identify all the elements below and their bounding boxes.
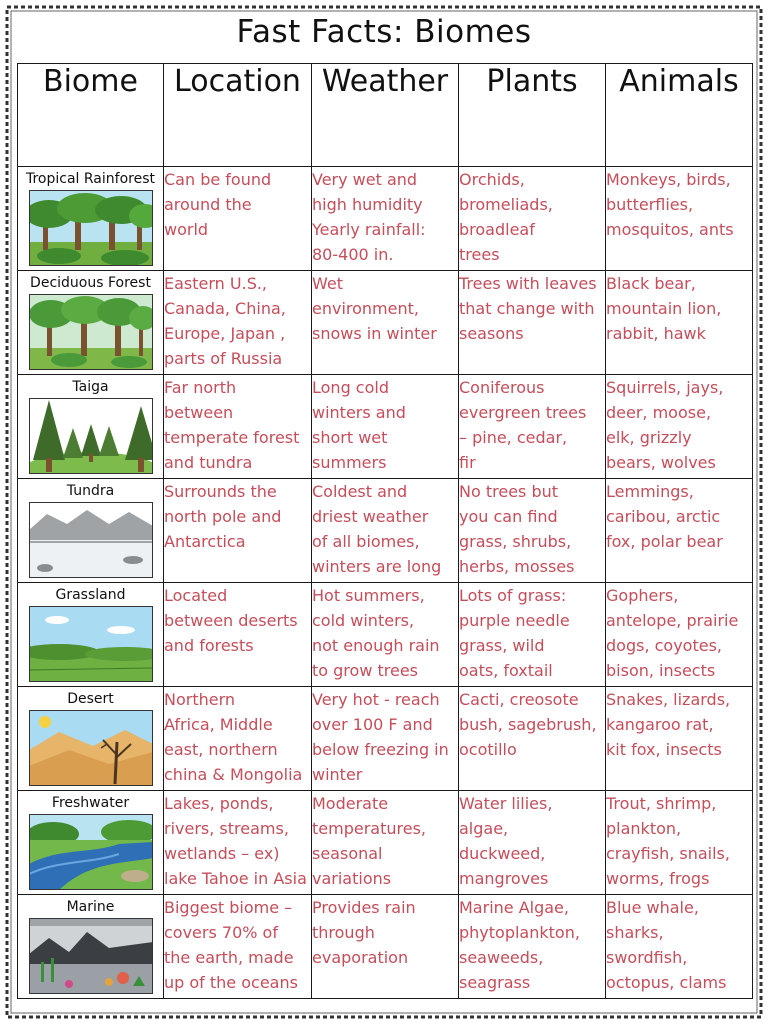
- plants-cell: [459, 583, 606, 687]
- weather-text-line: Provides rain: [312, 898, 416, 917]
- plants-cell: [459, 895, 606, 999]
- location-text-line: temperate forest: [164, 428, 300, 447]
- plants-text-line: duckweed,: [459, 844, 546, 863]
- weather-text-line: over 100 F and: [312, 715, 433, 734]
- plants-text-line: seaweeds,: [459, 948, 544, 967]
- animals-text-line: bison, insects: [606, 661, 716, 680]
- weather-text-line: summers: [312, 453, 387, 472]
- animals-text-line: caribou, arctic: [606, 507, 721, 526]
- animals-cell: [606, 167, 753, 271]
- animals-text-line: elk, grizzly: [606, 428, 692, 447]
- animals-text-line: sharks,: [606, 923, 664, 942]
- weather-cell: [312, 687, 459, 791]
- location-text-line: wetlands – ex): [164, 844, 280, 863]
- weather-text-line: winters and: [312, 403, 406, 422]
- biome-cell: [18, 687, 164, 791]
- plants-text-line: Marine Algae,: [459, 898, 569, 917]
- plants-text-line: Lots of grass:: [459, 586, 567, 605]
- location-text-line: Biggest biome –: [164, 898, 293, 917]
- animals-text-line: antelope, prairie: [606, 611, 739, 630]
- plants-text-line: ocotillo: [459, 740, 517, 759]
- marine-illustration: [29, 918, 153, 994]
- plants-text-line: seagrass: [459, 973, 531, 992]
- animals-cell: [606, 687, 753, 791]
- location-text-line: china & Mongolia: [164, 765, 303, 784]
- table-row: [18, 583, 753, 687]
- biome-cell: [18, 375, 164, 479]
- weather-text-line: environment,: [312, 299, 419, 318]
- location-cell: [164, 687, 312, 791]
- animals-text-line: worms, frogs: [606, 869, 710, 888]
- page-title: Fast Facts: Biomes: [236, 14, 532, 50]
- header-row: [18, 64, 753, 167]
- plants-text-line: Orchids,: [459, 170, 525, 189]
- table-row: [18, 271, 753, 375]
- plants-text-line: grass, wild: [459, 636, 545, 655]
- table-row: [18, 375, 753, 479]
- weather-text-line: variations: [312, 869, 392, 888]
- biome-name: Tundra: [66, 483, 115, 499]
- table-row: [18, 479, 753, 583]
- weather-text-line: Coldest and: [312, 482, 408, 501]
- location-cell: [164, 791, 312, 895]
- table-row: [18, 895, 753, 999]
- weather-text-line: evaporation: [312, 948, 409, 967]
- tundra-illustration: [29, 502, 153, 578]
- weather-text-line: not enough rain: [312, 636, 440, 655]
- plants-text-line: Coniferous: [459, 378, 545, 397]
- location-text-line: Northern: [164, 690, 236, 709]
- biome-cell: [18, 791, 164, 895]
- animals-cell: [606, 479, 753, 583]
- weather-text-line: Very wet and: [312, 170, 418, 189]
- location-cell: [164, 167, 312, 271]
- animals-text-line: fox, polar bear: [606, 532, 723, 551]
- header-location: Location: [164, 64, 312, 167]
- weather-text-line: snows in winter: [312, 324, 437, 343]
- table-row: [18, 687, 753, 791]
- animals-cell: [606, 583, 753, 687]
- rainforest-illustration: [29, 190, 153, 266]
- plants-text-line: mangroves: [459, 869, 549, 888]
- animals-text-line: octopus, clams: [606, 973, 727, 992]
- location-text-line: east, northern: [164, 740, 278, 759]
- weather-cell: [312, 583, 459, 687]
- weather-text-line: short wet: [312, 428, 388, 447]
- location-cell: [164, 271, 312, 375]
- header-biome: Biome: [18, 64, 164, 167]
- weather-cell: [312, 791, 459, 895]
- animals-text-line: rabbit, hawk: [606, 324, 706, 343]
- weather-text-line: temperatures,: [312, 819, 426, 838]
- weather-text-line: Hot summers,: [312, 586, 425, 605]
- biome-name: Desert: [67, 691, 114, 707]
- location-cell: [164, 895, 312, 999]
- animals-cell: [606, 791, 753, 895]
- biome-cell: [18, 479, 164, 583]
- location-text-line: lake Tahoe in Asia: [164, 869, 307, 888]
- weather-text-line: high humidity: [312, 195, 423, 214]
- location-text-line: north pole and: [164, 507, 282, 526]
- biome-cell: [18, 271, 164, 375]
- biome-name: Deciduous Forest: [30, 275, 151, 291]
- weather-text-line: Yearly rainfall:: [312, 220, 426, 239]
- biome-name: Tropical Rainforest: [25, 171, 155, 187]
- plants-text-line: phytoplankton,: [459, 923, 580, 942]
- animals-cell: [606, 271, 753, 375]
- location-text-line: between deserts: [164, 611, 298, 630]
- plants-text-line: seasons: [459, 324, 524, 343]
- animals-text-line: kit fox, insects: [606, 740, 722, 759]
- plants-text-line: evergreen trees: [459, 403, 587, 422]
- weather-text-line: seasonal: [312, 844, 383, 863]
- biome-name: Freshwater: [51, 795, 130, 811]
- location-text-line: Antarctica: [164, 532, 246, 551]
- location-text-line: between: [164, 403, 234, 422]
- animals-text-line: mountain lion,: [606, 299, 722, 318]
- location-text-line: Canada, China,: [164, 299, 286, 318]
- animals-text-line: deer, moose,: [606, 403, 712, 422]
- plants-cell: [459, 375, 606, 479]
- location-text-line: Far north: [164, 378, 237, 397]
- location-cell: [164, 479, 312, 583]
- location-text-line: up of the oceans: [164, 973, 298, 992]
- weather-text-line: driest weather: [312, 507, 429, 526]
- animals-text-line: Blue whale,: [606, 898, 699, 917]
- location-text-line: world: [164, 220, 209, 239]
- animals-text-line: swordfish,: [606, 948, 688, 967]
- header-weather: Weather: [312, 64, 459, 167]
- biome-cell: [18, 895, 164, 999]
- plants-text-line: that change with: [459, 299, 595, 318]
- plants-text-line: bromeliads,: [459, 195, 553, 214]
- weather-cell: [312, 271, 459, 375]
- animals-text-line: Black bear,: [606, 274, 696, 293]
- weather-text-line: Moderate: [312, 794, 389, 813]
- plants-text-line: bush, sagebrush,: [459, 715, 597, 734]
- plants-text-line: fir: [459, 453, 476, 472]
- weather-text-line: Long cold: [312, 378, 389, 397]
- table-row: [18, 791, 753, 895]
- plants-cell: [459, 791, 606, 895]
- plants-text-line: purple needle: [459, 611, 570, 630]
- animals-text-line: Squirrels, jays,: [606, 378, 724, 397]
- weather-text-line: below freezing in: [312, 740, 449, 759]
- location-text-line: Eastern U.S.,: [164, 274, 268, 293]
- plants-text-line: oats, foxtail: [459, 661, 553, 680]
- biome-name: Grassland: [55, 587, 126, 603]
- plants-cell: [459, 167, 606, 271]
- biome-name: Marine: [66, 899, 115, 915]
- animals-text-line: bears, wolves: [606, 453, 716, 472]
- animals-text-line: mosquitos, ants: [606, 220, 734, 239]
- weather-text-line: of all biomes,: [312, 532, 420, 551]
- location-text-line: Africa, Middle: [164, 715, 273, 734]
- location-text-line: rivers, streams,: [164, 819, 289, 838]
- plants-text-line: algae,: [459, 819, 509, 838]
- location-text-line: Surrounds the: [164, 482, 277, 501]
- weather-text-line: Very hot - reach: [312, 690, 440, 709]
- location-cell: [164, 583, 312, 687]
- weather-text-line: winter: [312, 765, 363, 784]
- plants-text-line: herbs, mosses: [459, 557, 575, 576]
- weather-text-line: winters are long: [312, 557, 442, 576]
- weather-cell: [312, 375, 459, 479]
- location-text-line: the earth, made: [164, 948, 294, 967]
- animals-text-line: plankton,: [606, 819, 682, 838]
- plants-text-line: Trees with leaves: [459, 274, 597, 293]
- plants-cell: [459, 271, 606, 375]
- location-text-line: Lakes, ponds,: [164, 794, 274, 813]
- location-text-line: and forests: [164, 636, 254, 655]
- biome-cell: [18, 167, 164, 271]
- weather-text-line: to grow trees: [312, 661, 419, 680]
- weather-text-line: cold winters,: [312, 611, 415, 630]
- animals-cell: [606, 895, 753, 999]
- plants-text-line: Cacti, creosote: [459, 690, 579, 709]
- weather-cell: [312, 167, 459, 271]
- plants-text-line: you can find: [459, 507, 558, 526]
- plants-text-line: – pine, cedar,: [459, 428, 568, 447]
- plants-cell: [459, 687, 606, 791]
- animals-cell: [606, 375, 753, 479]
- biome-name: Taiga: [72, 379, 109, 395]
- grassland-illustration: [29, 606, 153, 682]
- plants-text-line: broadleaf: [459, 220, 535, 239]
- location-text-line: around the: [164, 195, 252, 214]
- biome-cell: [18, 583, 164, 687]
- animals-text-line: Gophers,: [606, 586, 679, 605]
- weather-cell: [312, 895, 459, 999]
- location-text-line: Can be found: [164, 170, 272, 189]
- header-plants: Plants: [459, 64, 606, 167]
- animals-text-line: Snakes, lizards,: [606, 690, 731, 709]
- animals-text-line: butterflies,: [606, 195, 694, 214]
- animals-text-line: dogs, coyotes,: [606, 636, 722, 655]
- animals-text-line: Lemmings,: [606, 482, 694, 501]
- header-animals: Animals: [606, 64, 753, 167]
- weather-text-line: through: [312, 923, 375, 942]
- biome-facts-table: [17, 63, 753, 999]
- animals-text-line: crayfish, snails,: [606, 844, 730, 863]
- location-text-line: parts of Russia: [164, 349, 283, 368]
- plants-text-line: Water lilies,: [459, 794, 553, 813]
- location-text-line: Located: [164, 586, 228, 605]
- location-cell: [164, 375, 312, 479]
- weather-text-line: Wet: [312, 274, 343, 293]
- plants-text-line: No trees but: [459, 482, 559, 501]
- deciduous-forest-illustration: [29, 294, 153, 370]
- animals-text-line: kangaroo rat,: [606, 715, 714, 734]
- weather-cell: [312, 479, 459, 583]
- plants-text-line: grass, shrubs,: [459, 532, 572, 551]
- location-text-line: Europe, Japan ,: [164, 324, 286, 343]
- table-row: [18, 167, 753, 271]
- location-text-line: and tundra: [164, 453, 253, 472]
- weather-text-line: 80-400 in.: [312, 245, 394, 264]
- plants-text-line: trees: [459, 245, 500, 264]
- freshwater-illustration: [29, 814, 153, 890]
- desert-illustration: [29, 710, 153, 786]
- animals-text-line: Trout, shrimp,: [606, 794, 717, 813]
- plants-cell: [459, 479, 606, 583]
- taiga-illustration: [29, 398, 153, 474]
- animals-text-line: Monkeys, birds,: [606, 170, 731, 189]
- location-text-line: covers 70% of: [164, 923, 278, 942]
